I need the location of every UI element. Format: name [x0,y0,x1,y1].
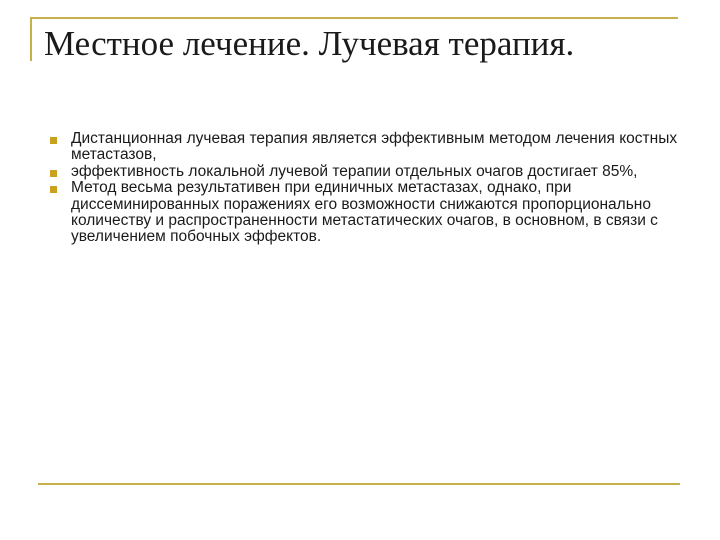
bullet-item [44,180,684,246]
bullet-item [44,131,684,164]
bullet-text: эффективность локальной лучевой терапии отдельных очагов достигает 85%, [71,162,638,180]
bullet-text: Метод весьма результативен при единичных метастазах, однако, при диссеминированных поражениях его возможности снижаются пропорционально количеству и распространенности метастатических очагов, в основном, в связи с увеличением побочных эффектов. [71,179,658,246]
square-bullet-icon [50,137,57,144]
square-bullet-icon [50,186,57,193]
square-bullet-icon [50,170,57,177]
slide-title: Местное лечение. Лучевая терапия. [44,24,575,63]
bullet-item [44,164,684,180]
bullet-list [44,131,684,246]
bullet-text: Дистанционная лучевая терапия является эффективным методом лечения костных метастазов, [71,130,678,164]
decorative-top-rule [30,17,678,19]
decorative-left-rule [30,17,32,61]
decorative-bottom-rule [38,483,680,485]
